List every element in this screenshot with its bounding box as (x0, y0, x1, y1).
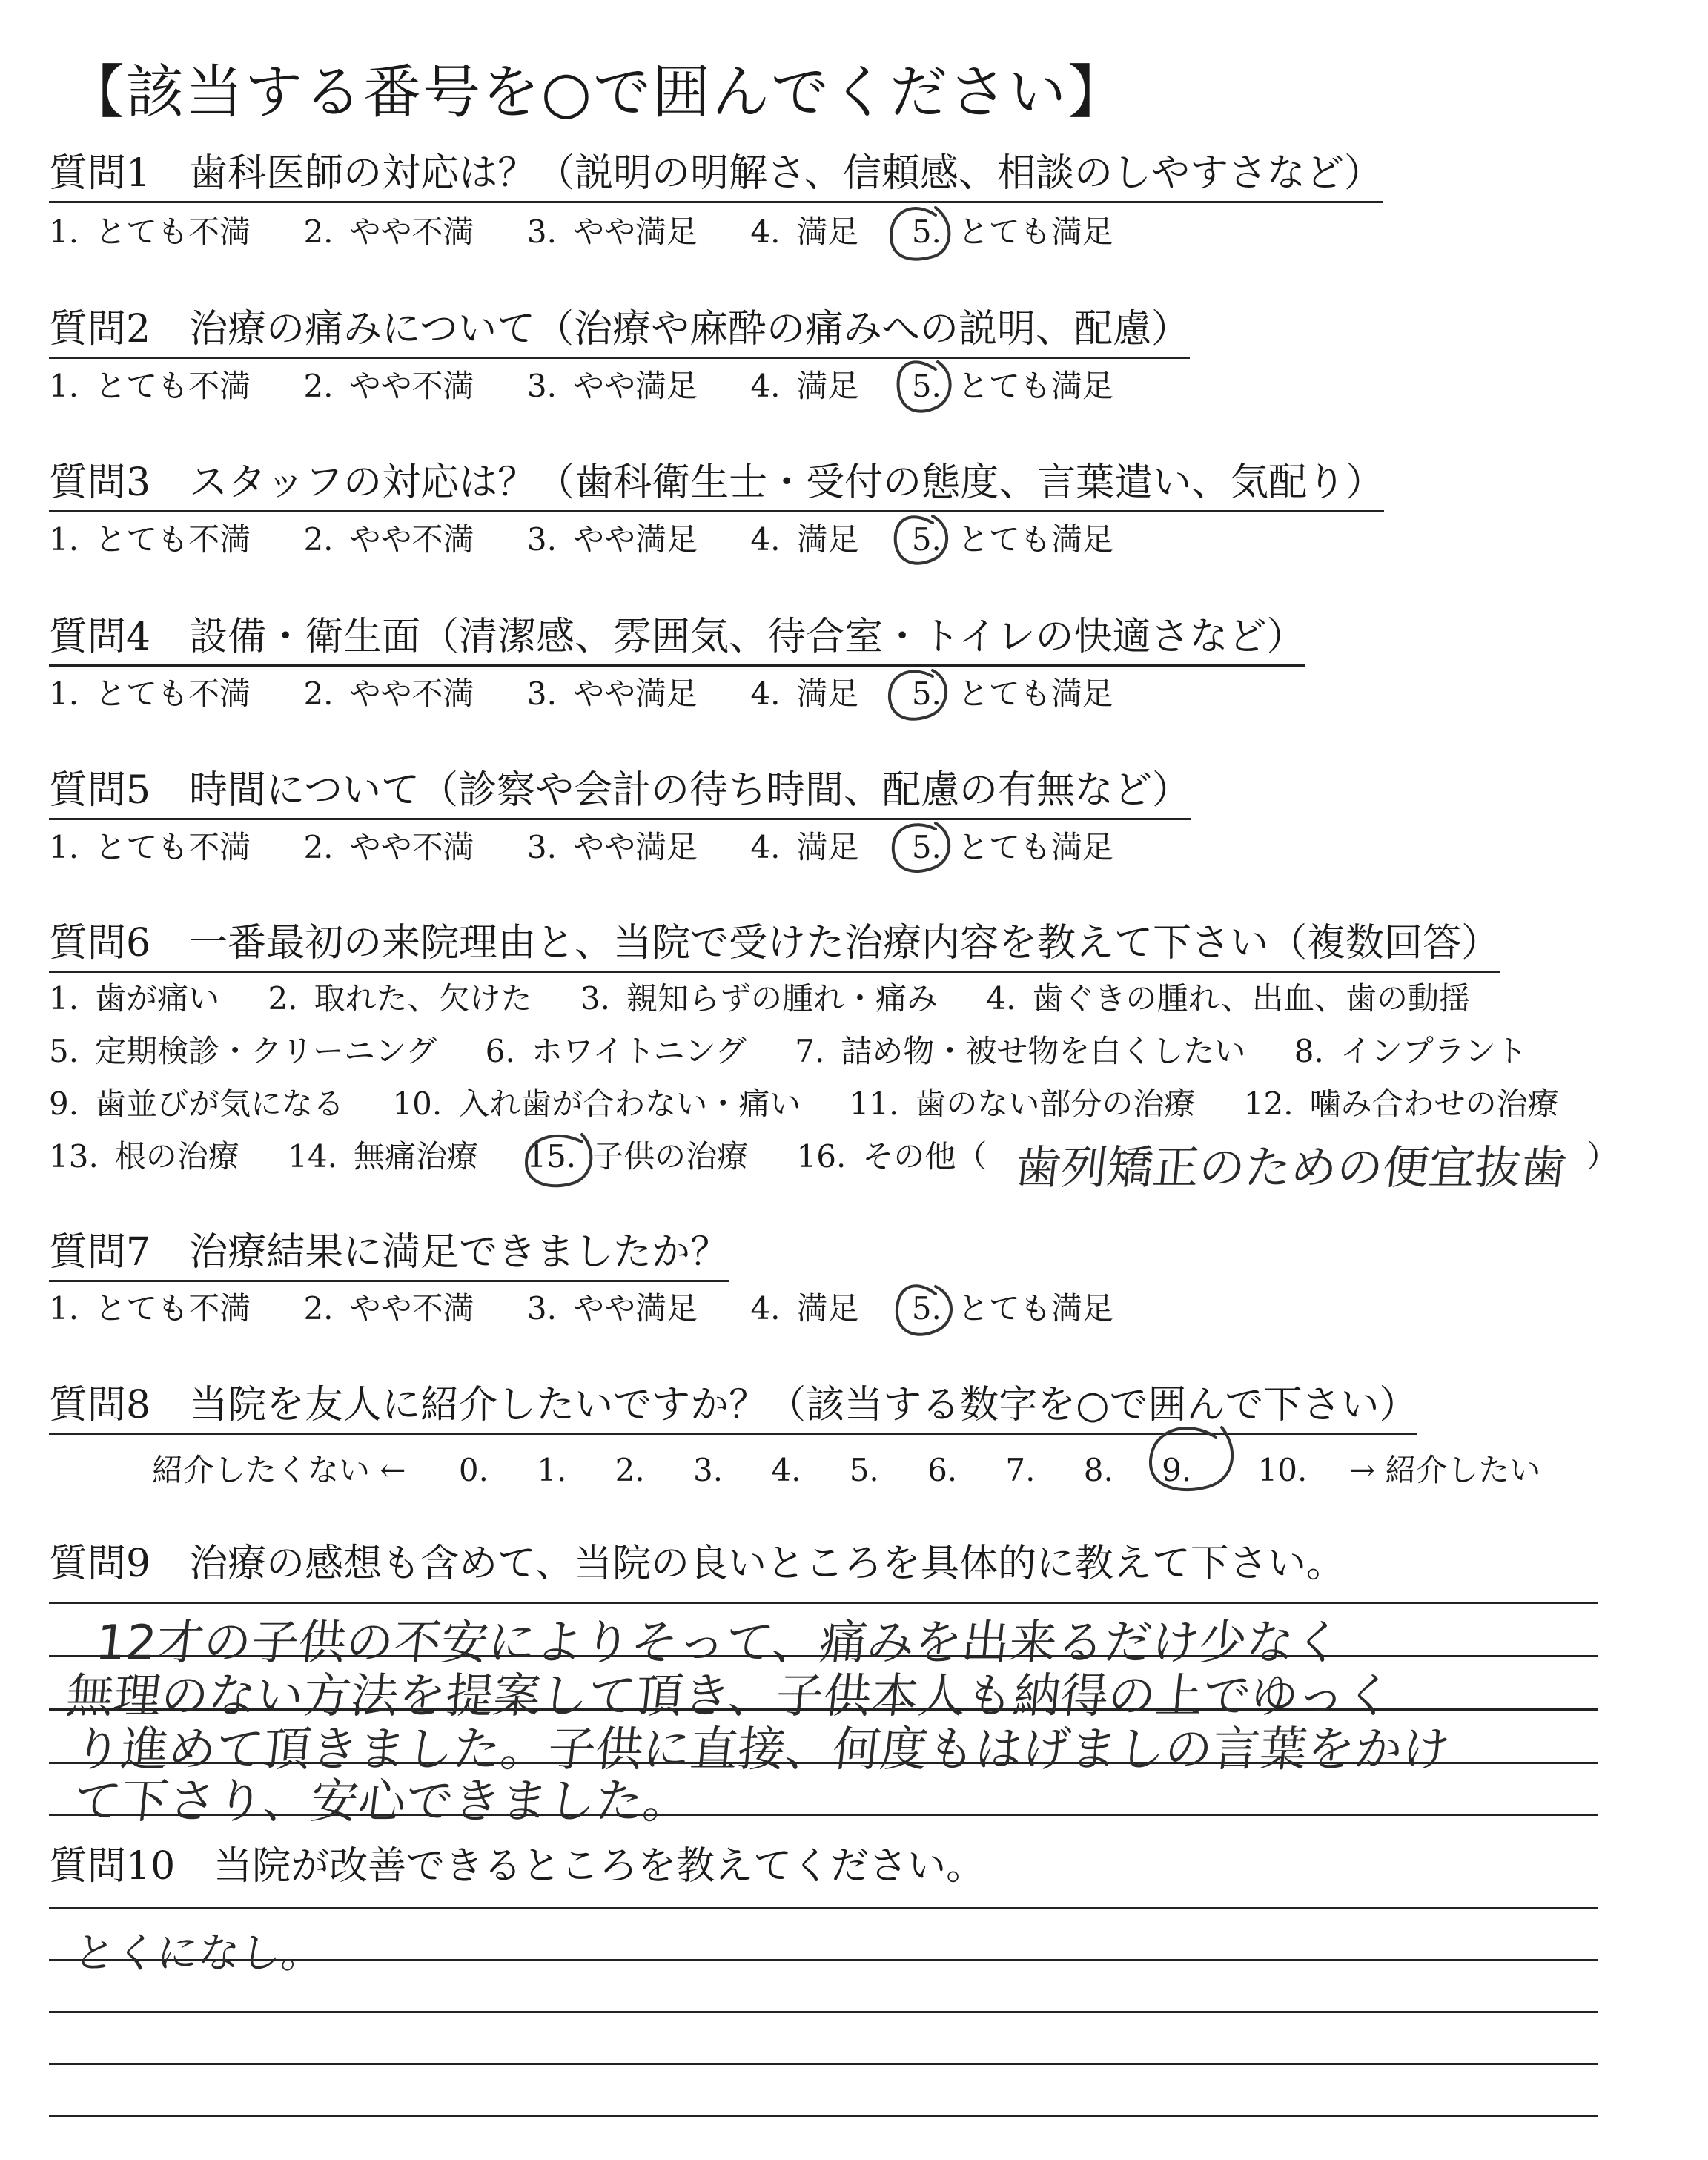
option-2[interactable]: 2. やや不満 (303, 676, 474, 712)
question-4-options (49, 676, 1113, 713)
option-4[interactable]: 4. 満足 (750, 368, 859, 404)
scale-option-1[interactable]: 1. (537, 1452, 567, 1488)
option-3[interactable]: 3. やや満足 (526, 521, 698, 558)
scale-option-4[interactable]: 4. (771, 1452, 801, 1488)
question-2-heading: 質問2 治療の痛みについて（治療や麻酔の痛みへの説明、配慮） (49, 308, 1190, 359)
option-5-selected[interactable]: 5. とても満足 (911, 676, 1113, 712)
option-1[interactable]: 1. とても不満 (49, 368, 251, 404)
question-4-heading: 質問4 設備・衛生面（清潔感、雰囲気、待合室・トイレの快適さなど） (49, 615, 1305, 667)
answer-line (49, 2063, 1598, 2065)
question-1-options (49, 214, 1113, 251)
reason-option-5[interactable]: 5. 定期検診・クリーニング (49, 1033, 437, 1069)
option-3[interactable]: 3. やや満足 (526, 1290, 698, 1327)
reason-option-12[interactable]: 12. 噛み合わせの治療 (1243, 1086, 1559, 1122)
instruction-heading: 【該当する番号を○で囲んでください】 (67, 59, 1128, 126)
question-7-options (49, 1290, 1113, 1327)
question-3-heading: 質問3 スタッフの対応は？（歯科衛生士・受付の態度、言葉遣い、気配り） (49, 461, 1384, 512)
q9-answer-line-2[interactable]: 無理のない方法を提案して頂き、子供本人も納得の上でゆっく (63, 1669, 1396, 1724)
option-5-selected[interactable]: 5. とても満足 (911, 521, 1113, 558)
scale-option-3[interactable]: 3. (692, 1452, 724, 1488)
scale-option-7[interactable]: 7. (1005, 1452, 1036, 1488)
question-6-row-3 (49, 1086, 1559, 1123)
q9-answer-line-3[interactable]: り進めて頂きました。子供に直接、何度もはげましの言葉をかけ (70, 1723, 1453, 1777)
option-4[interactable]: 4. 満足 (750, 214, 859, 250)
option-4[interactable]: 4. 満足 (750, 676, 859, 712)
option-1[interactable]: 1. とても不満 (49, 829, 251, 865)
q10-answer-line-1[interactable]: とくになし。 (71, 1929, 325, 1978)
reason-option-14[interactable]: 14. 無痛治療 (288, 1138, 478, 1175)
option-3[interactable]: 3. やや満足 (526, 214, 698, 250)
option-1[interactable]: 1. とても不満 (49, 1290, 251, 1327)
q9-answer-line-4[interactable]: て下さり、安心できました。 (70, 1774, 694, 1829)
option-5-selected[interactable]: 5. とても満足 (911, 829, 1113, 865)
reason-option-6[interactable]: 6. ホワイトニング (485, 1033, 747, 1069)
scale-option-2[interactable]: 2. (615, 1452, 645, 1488)
q9-answer-line-1[interactable]: 12才の子供の不安によりそって、痛みを出来るだけ少なく (93, 1616, 1345, 1671)
recommend-scale (152, 1446, 1540, 1490)
option-2[interactable]: 2. やや不満 (303, 368, 474, 404)
reason-option-11[interactable]: 11. 歯のない部分の治療 (849, 1086, 1196, 1122)
option-1[interactable]: 1. とても不満 (49, 521, 251, 558)
reason-option-2[interactable]: 2. 取れた、欠けた (268, 980, 532, 1017)
question-9-heading: 質問9 治療の感想も含めて、当院の良いところを具体的に教えて下さい。 (49, 1542, 1345, 1586)
option-1[interactable]: 1. とても不満 (49, 676, 251, 712)
reason-option-7[interactable]: 7. 詰め物・被せ物を白くしたい (795, 1033, 1246, 1069)
option-2[interactable]: 2. やや不満 (303, 521, 474, 558)
question-6-row-2 (49, 1033, 1527, 1070)
option-1[interactable]: 1. とても不満 (49, 214, 251, 250)
option-4[interactable]: 4. 満足 (750, 1290, 859, 1327)
option-4[interactable]: 4. 満足 (750, 829, 859, 865)
question-1-heading: 質問1 歯科医師の対応は？（説明の明解さ、信頼感、相談のしやすさなど） (49, 152, 1383, 203)
question-5-options (49, 829, 1113, 866)
option-5-selected[interactable]: 5. とても満足 (911, 368, 1113, 404)
answer-line (49, 1907, 1598, 1909)
reason-option-10[interactable]: 10. 入れ歯が合わない・痛い (392, 1086, 801, 1122)
option-3[interactable]: 3. やや満足 (526, 829, 698, 865)
question-6-row-4 (49, 1138, 987, 1175)
scale-option-9[interactable]: 9. (1162, 1452, 1192, 1488)
question-7-heading: 質問7 治療結果に満足できましたか？ (49, 1231, 729, 1282)
option-2[interactable]: 2. やや不満 (303, 1290, 474, 1327)
reason-option-9[interactable]: 9. 歯並びが気になる (49, 1086, 345, 1122)
reason-option-15-selected[interactable]: 15. 子供の治療 (526, 1138, 749, 1175)
answer-line (49, 1602, 1598, 1604)
option-2[interactable]: 2. やや不満 (303, 214, 474, 250)
question-10-heading: 質問10 当院が改善できるところを教えてください。 (49, 1844, 985, 1889)
option-3[interactable]: 3. やや満足 (526, 676, 698, 712)
question-6-heading: 質問6 一番最初の来院理由と、当院で受けた治療内容を教えて下さい（複数回答） (49, 922, 1500, 973)
reason-option-1[interactable]: 1. 歯が痛い (49, 980, 220, 1017)
answer-line (49, 2115, 1598, 2117)
scale-left-label: 紹介したくない ← (152, 1452, 406, 1488)
reason-option-4[interactable]: 4. 歯ぐきの腫れ、出血、歯の動揺 (986, 980, 1470, 1017)
option-4[interactable]: 4. 満足 (750, 521, 859, 558)
scale-option-0[interactable]: 0. (458, 1452, 489, 1488)
question-8-heading: 質問8 当院を友人に紹介したいですか？（該当する数字を○で囲んで下さい） (49, 1384, 1417, 1435)
option-5-selected[interactable]: 5. とても満足 (911, 214, 1113, 250)
reason-option-3[interactable]: 3. 親知らずの腫れ・痛み (580, 980, 938, 1017)
reason-option-8[interactable]: 8. インプラント (1294, 1033, 1527, 1069)
answer-line (49, 2011, 1598, 2013)
reason-option-16[interactable]: 16. その他（ (796, 1138, 987, 1175)
question-6-row-1 (49, 980, 1470, 1017)
question-3-options (49, 521, 1113, 558)
scale-option-8[interactable]: 8. (1083, 1452, 1113, 1488)
option-3[interactable]: 3. やや満足 (526, 368, 698, 404)
question-2-options (49, 368, 1113, 405)
other-reason-handwritten[interactable]: 歯列矯正のための便宜抜歯 (1012, 1140, 1570, 1195)
reason-option-13[interactable]: 13. 根の治療 (49, 1138, 239, 1175)
other-close-paren: ） (1586, 1138, 1618, 1175)
option-5-selected[interactable]: 5. とても満足 (911, 1290, 1113, 1327)
scale-option-6[interactable]: 6. (927, 1452, 958, 1488)
scale-option-10-selected[interactable]: 10. (1257, 1452, 1308, 1488)
scale-right-label: → 紹介したい (1348, 1452, 1541, 1488)
question-5-heading: 質問5 時間について（診察や会計の待ち時間、配慮の有無など） (49, 769, 1191, 820)
option-2[interactable]: 2. やや不満 (303, 829, 474, 865)
scale-option-5[interactable]: 5. (849, 1452, 879, 1488)
